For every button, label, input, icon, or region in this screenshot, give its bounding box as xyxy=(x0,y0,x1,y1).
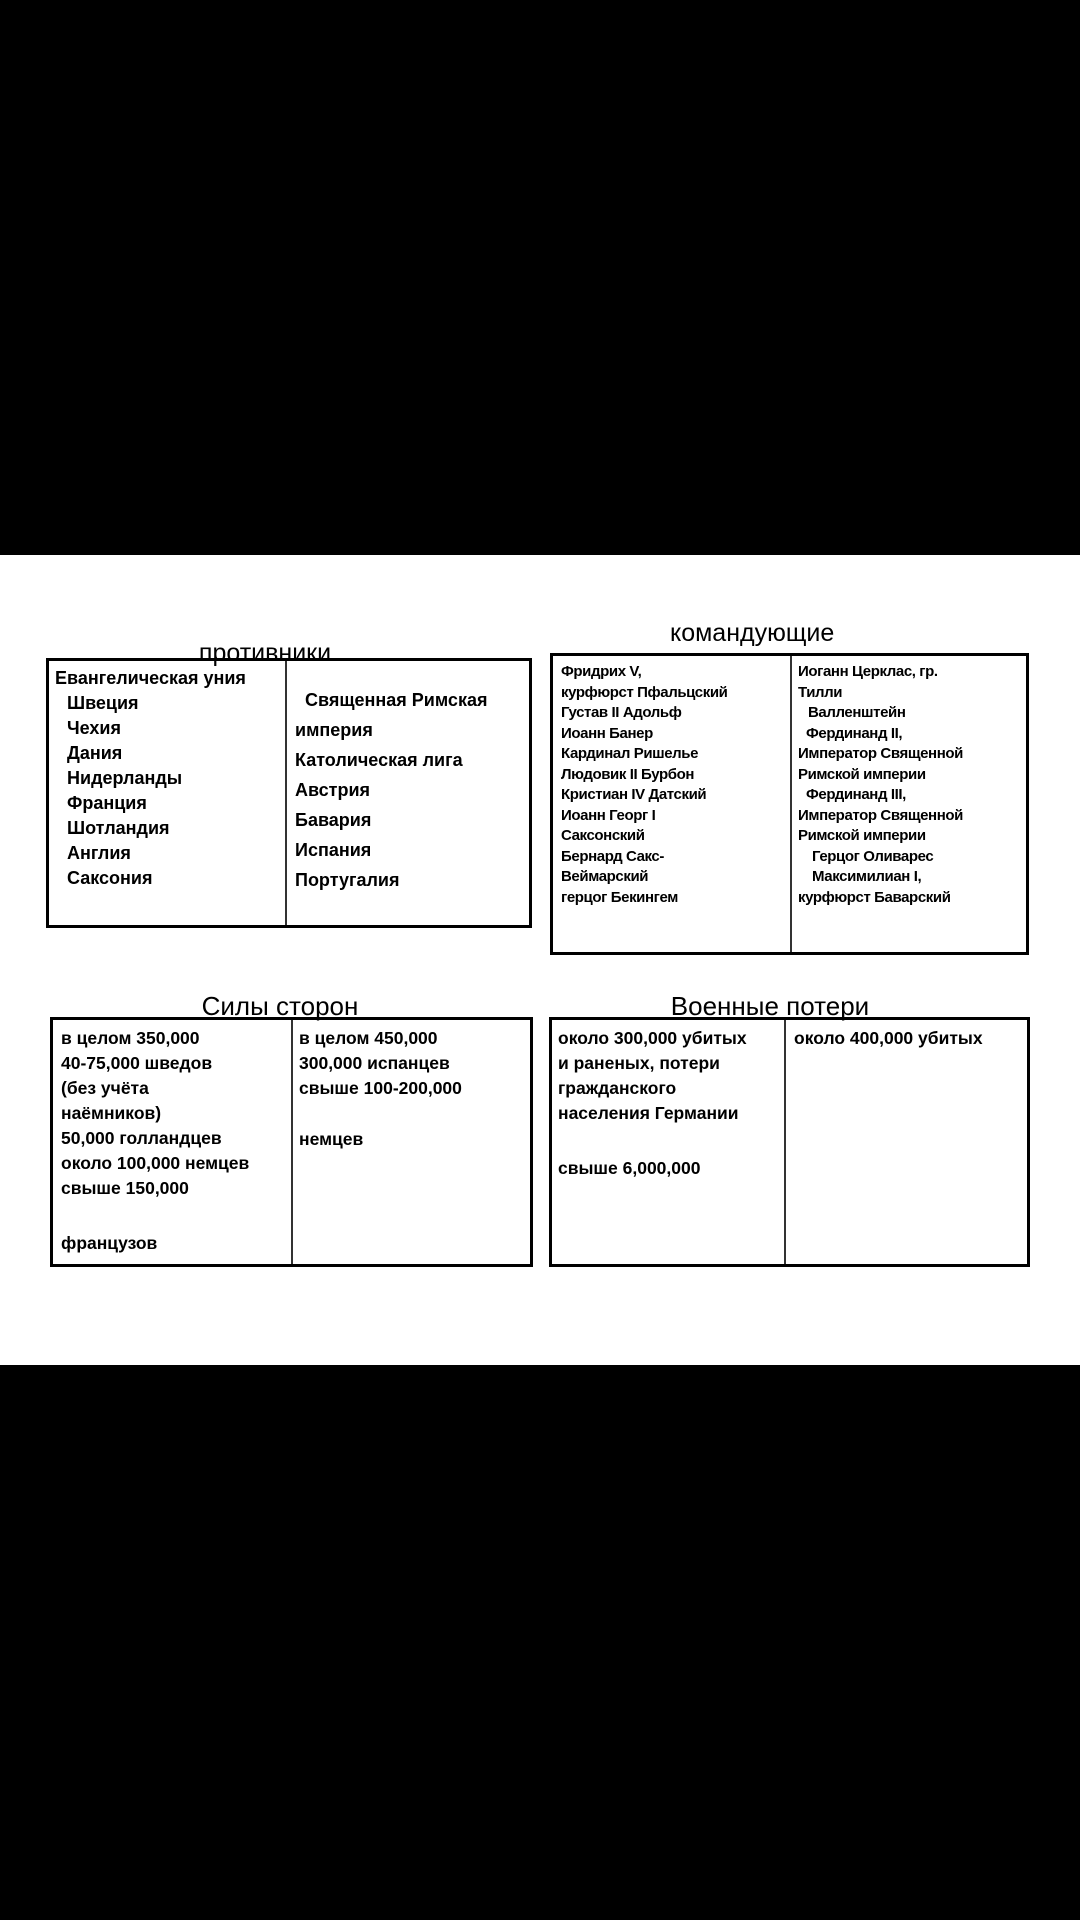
commander-item: Веймарский xyxy=(561,868,649,885)
forces-table xyxy=(50,1017,533,1267)
forces-item: свыше 150,000 xyxy=(61,1178,189,1198)
forces-item: немцев xyxy=(299,1129,364,1149)
losses-item: около 400,000 убитых xyxy=(794,1028,983,1048)
commander-item: Император Священной xyxy=(798,806,963,824)
commander-item: Кристиан IV Датский xyxy=(561,786,707,803)
forces-item: французов xyxy=(61,1233,158,1253)
losses-item: около 300,000 убитых xyxy=(558,1028,747,1048)
commander-item: Кардинал Ришелье xyxy=(561,745,699,762)
commander-item: Валленштейн xyxy=(808,704,906,721)
opponents-left-column xyxy=(49,661,285,925)
commander-item: Император Священной xyxy=(798,745,963,762)
opponent-item: Дания xyxy=(67,743,123,763)
opponent-item: Австрия xyxy=(295,780,371,800)
forces-item: около 100,000 немцев xyxy=(61,1153,250,1173)
commander-item: курфюрст Пфальцский xyxy=(561,683,728,701)
forces-item: 50,000 голландцев xyxy=(61,1128,222,1148)
opponent-item: Нидерланды xyxy=(67,768,183,788)
document-sheet xyxy=(0,555,1080,1365)
commander-item: Иоанн Георг I xyxy=(561,806,656,824)
forces-left-column xyxy=(53,1020,291,1264)
losses-item: и раненых, потери xyxy=(558,1053,720,1073)
forces-item: 300,000 испанцев xyxy=(299,1053,450,1073)
opponent-item: Франция xyxy=(67,793,147,813)
opponent-item: Чехия xyxy=(67,718,121,738)
forces-heading: Силы сторон xyxy=(201,991,359,1021)
commander-item: Людовик II Бурбон xyxy=(561,765,695,783)
opponent-item: Шотландия xyxy=(67,818,170,838)
opponent-item: Саксония xyxy=(67,868,153,888)
opponent-item: Католическая лига xyxy=(295,750,463,770)
commander-item: Фердинанд III, xyxy=(806,786,906,803)
opponent-item: Португалия xyxy=(295,870,400,890)
opponents-heading: противники xyxy=(198,639,332,667)
losses-item: свыше 6,000,000 xyxy=(558,1158,701,1178)
forces-item: в целом 350,000 xyxy=(61,1028,200,1048)
commander-item: Римской империи xyxy=(798,827,926,844)
commander-item: Густав II Адольф xyxy=(561,704,682,721)
opponent-item: Испания xyxy=(295,840,372,860)
commander-item: курфюрст Баварский xyxy=(798,888,951,906)
forces-item: наёмников) xyxy=(61,1103,162,1123)
commander-item: Тилли xyxy=(798,683,843,701)
losses-item: гражданского xyxy=(558,1078,677,1098)
forces-item: (без учёта xyxy=(61,1078,149,1098)
losses-right-column xyxy=(784,1020,1027,1264)
forces-item: 40-75,000 шведов xyxy=(61,1053,213,1073)
losses-item: населения Германии xyxy=(558,1103,739,1123)
evangelical-union-header: Евангелическая уния xyxy=(55,668,246,688)
opponents-right-column xyxy=(285,661,529,925)
commander-item: герцог Бекингем xyxy=(561,888,678,906)
commanders-table xyxy=(550,653,1029,955)
commander-item: Фридрих V, xyxy=(561,663,642,680)
losses-heading: Военные потери xyxy=(670,991,870,1021)
opponent-item: Бавария xyxy=(295,810,372,830)
commander-item: Иоганн Церклас, гр. xyxy=(798,663,938,680)
commander-item: Иоанн Банер xyxy=(561,724,653,742)
commander-item: Фердинанд II, xyxy=(806,724,903,742)
opponents-table xyxy=(46,658,532,928)
forces-item: свыше 100-200,000 xyxy=(299,1078,462,1098)
commanders-heading: командующие xyxy=(670,619,835,647)
opponent-item: Англия xyxy=(67,843,131,863)
commander-item: Бернард Сакс- xyxy=(561,847,664,865)
commander-item: Саксонский xyxy=(561,827,645,844)
commanders-right-column xyxy=(790,656,1026,952)
opponent-item: Священная Римская xyxy=(305,690,488,710)
forces-right-column xyxy=(291,1020,530,1264)
commander-item: Герцог Оливарес xyxy=(812,847,934,865)
commanders-left-column xyxy=(553,656,790,952)
losses-table xyxy=(549,1017,1030,1267)
opponent-item: империя xyxy=(295,720,373,740)
commander-item: Максимилиан I, xyxy=(812,868,922,885)
losses-left-column xyxy=(552,1020,784,1264)
forces-item: в целом 450,000 xyxy=(299,1028,438,1048)
opponent-item: Швеция xyxy=(67,693,139,713)
commander-item: Римской империи xyxy=(798,765,926,783)
